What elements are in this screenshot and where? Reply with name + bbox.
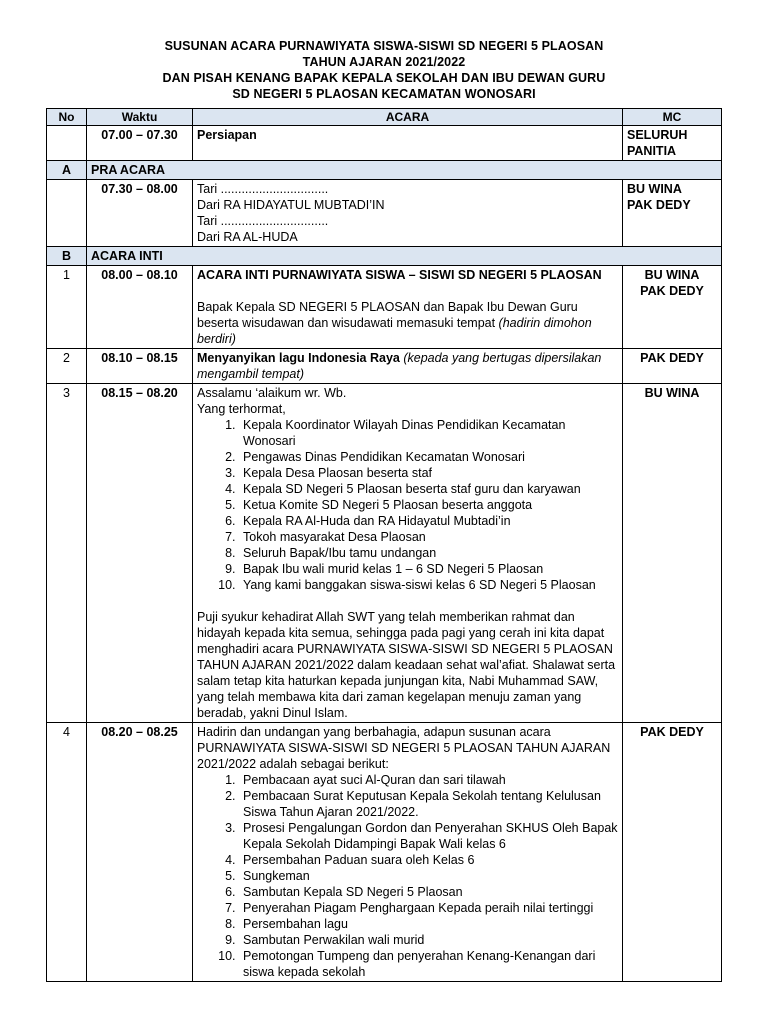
row-no	[47, 180, 87, 247]
guest-list	[197, 417, 618, 593]
table-row	[47, 180, 722, 247]
title-line-4: SD NEGERI 5 PLAOSAN KECAMATAN WONOSARI	[232, 87, 536, 101]
list-item: 2. Pembacaan Surat Keputusan Kepala Sekolah tentang Kelulusan Siswa Tahun Ajaran 2021/2022.	[239, 788, 618, 820]
agenda-list	[197, 772, 618, 980]
row-time: 08.15 – 08.20	[87, 384, 193, 723]
row-mc: PAK DEDY	[623, 723, 722, 982]
mc-line: BU WINA	[627, 182, 682, 196]
table-row	[47, 723, 722, 982]
list-item: 6. Sambutan Kepala SD Negeri 5 Plaosan	[239, 884, 618, 900]
row-acara	[193, 180, 623, 247]
row-mc: PAK DEDY	[623, 349, 722, 384]
acara-line: Dari RA AL-HUDA	[197, 230, 298, 244]
schedule-table	[46, 108, 722, 982]
list-item: 4. Kepala SD Negeri 5 Plaosan beserta staf guru dan karyawan	[239, 481, 618, 497]
table-header-row	[47, 109, 722, 126]
table-row	[47, 384, 722, 723]
list-item: 5. Ketua Komite SD Negeri 5 Plaosan beserta anggota	[239, 497, 618, 513]
acara-text	[197, 299, 618, 347]
table-row	[47, 349, 722, 384]
list-item: 8. Persembahan lagu	[239, 916, 618, 932]
list-item: 1. Pembacaan ayat suci Al-Quran dan sari tilawah	[239, 772, 618, 788]
intro: Hadirin dan undangan yang berbahagia, adapun susunan acara PURNAWIYATA SISWA-SISWI SD NEGERI 5 PLAOSAN TAHUN AJARAN 2021/2022 adalah sebagai berikut:	[197, 725, 611, 771]
row-no: 4	[47, 723, 87, 982]
mc-line: PAK DEDY	[640, 284, 704, 298]
row-no: 2	[47, 349, 87, 384]
section-row-b	[47, 247, 722, 266]
opening-paragraph: Puji syukur kehadirat Allah SWT yang telah memberikan rahmat dan hidayah kepada kita semua, sehingga pada pagi yang cerah ini kita dapat menghadiri acara PURNAWIYATA SISWA-SISWI SD NEGERI 5 PLAOSAN TAHUN AJARAN 2021/2022 dalam keadaan sehat wal’afiat. Shalawat serta salam tetap kita haturkan kepada junjungan kita, Nabi Muhammad SAW, yang telah membawa kita dari zaman kegelapan menuju zaman yang beradab, yakni Dinul Islam.	[197, 610, 616, 720]
list-item: 8. Seluruh Bapak/Ibu tamu undangan	[239, 545, 618, 561]
row-acara: Persiapan	[193, 126, 623, 161]
row-mc: BU WINA	[623, 384, 722, 723]
header-no: No	[47, 109, 87, 126]
row-mc	[623, 126, 722, 161]
acara-line: Dari RA HIDAYATUL MUBTADI’IN	[197, 198, 385, 212]
greeting: Assalamu ‘alaikum wr. Wb.	[197, 386, 347, 400]
table-row	[47, 266, 722, 349]
list-item: 4. Persembahan Paduan suara oleh Kelas 6	[239, 852, 618, 868]
row-time: 07.00 – 07.30	[87, 126, 193, 161]
acara-line: Tari ...............................	[197, 182, 329, 196]
row-acara	[193, 266, 623, 349]
title-line-3: DAN PISAH KENANG BAPAK KEPALA SEKOLAH DAN IBU DEWAN GURU	[162, 71, 606, 85]
list-item: 6. Kepala RA Al-Huda dan RA Hidayatul Mubtadi’in	[239, 513, 618, 529]
acara-heading: ACARA INTI PURNAWIYATA SISWA – SISWI SD NEGERI 5 PLAOSAN	[197, 268, 602, 282]
header-mc: MC	[623, 109, 722, 126]
row-time: 07.30 – 08.00	[87, 180, 193, 247]
section-no: A	[47, 161, 87, 180]
list-item: 1. Kepala Koordinator Wilayah Dinas Pendidikan Kecamatan Wonosari	[239, 417, 618, 449]
mc-line: PANITIA	[627, 144, 677, 158]
list-item: 7. Penyerahan Piagam Penghargaan Kepada peraih nilai tertinggi	[239, 900, 618, 916]
list-item: 10. Yang kami banggakan siswa-siswi kelas 6 SD Negeri 5 Plaosan	[239, 577, 618, 593]
table-row	[47, 126, 722, 161]
row-no: 1	[47, 266, 87, 349]
title-line-1: SUSUNAN ACARA PURNAWIYATA SISWA-SISWI SD NEGERI 5 PLAOSAN	[164, 39, 604, 53]
list-item: 2. Pengawas Dinas Pendidikan Kecamatan Wonosari	[239, 449, 618, 465]
row-time: 08.10 – 08.15	[87, 349, 193, 384]
row-no: 3	[47, 384, 87, 723]
mc-line: SELURUH	[627, 128, 688, 142]
section-no: B	[47, 247, 87, 266]
row-no	[47, 126, 87, 161]
list-item: 5. Sungkeman	[239, 868, 618, 884]
list-item: 3. Prosesi Pengalungan Gordon dan Penyerahan SKHUS Oleh Bapak Kepala Sekolah Didampingi Bapak Wali kelas 6	[239, 820, 618, 852]
acara-heading: Menyanyikan lagu Indonesia Raya	[197, 351, 400, 365]
row-mc	[623, 180, 722, 247]
list-item: 7. Tokoh masyarakat Desa Plaosan	[239, 529, 618, 545]
row-acara	[193, 723, 623, 982]
document-title-block	[0, 38, 768, 102]
row-time: 08.00 – 08.10	[87, 266, 193, 349]
acara-text-body: Bapak Kepala SD NEGERI 5 PLAOSAN dan Bapak Ibu Dewan Guru beserta wisudawan dan wisudawati memasuki tempat	[197, 300, 578, 330]
row-acara	[193, 349, 623, 384]
row-acara	[193, 384, 623, 723]
row-mc	[623, 266, 722, 349]
row-time: 08.20 – 08.25	[87, 723, 193, 982]
acara-note: (kepada yang bertugas dipersilakan mengambil tempat)	[197, 351, 602, 381]
list-item: 9. Bapak Ibu wali murid kelas 1 – 6 SD Negeri 5 Plaosan	[239, 561, 618, 577]
acara-line: Tari ...............................	[197, 214, 329, 228]
header-waktu: Waktu	[87, 109, 193, 126]
mc-line: BU WINA	[644, 268, 700, 282]
intro: Yang terhormat,	[197, 402, 286, 416]
list-item: 10. Pemotongan Tumpeng dan penyerahan Kenang-Kenangan dari siswa kepada sekolah	[239, 948, 618, 980]
section-label: ACARA INTI	[87, 247, 722, 266]
mc-line: PAK DEDY	[627, 198, 691, 212]
list-item: 9. Sambutan Perwakilan wali murid	[239, 932, 618, 948]
section-label: PRA ACARA	[87, 161, 722, 180]
header-acara: ACARA	[193, 109, 623, 126]
title-line-2: TAHUN AJARAN 2021/2022	[302, 55, 466, 69]
list-item: 3. Kepala Desa Plaosan beserta staf	[239, 465, 618, 481]
section-row-a	[47, 161, 722, 180]
acara-note: (hadirin dimohon berdiri)	[197, 316, 592, 346]
